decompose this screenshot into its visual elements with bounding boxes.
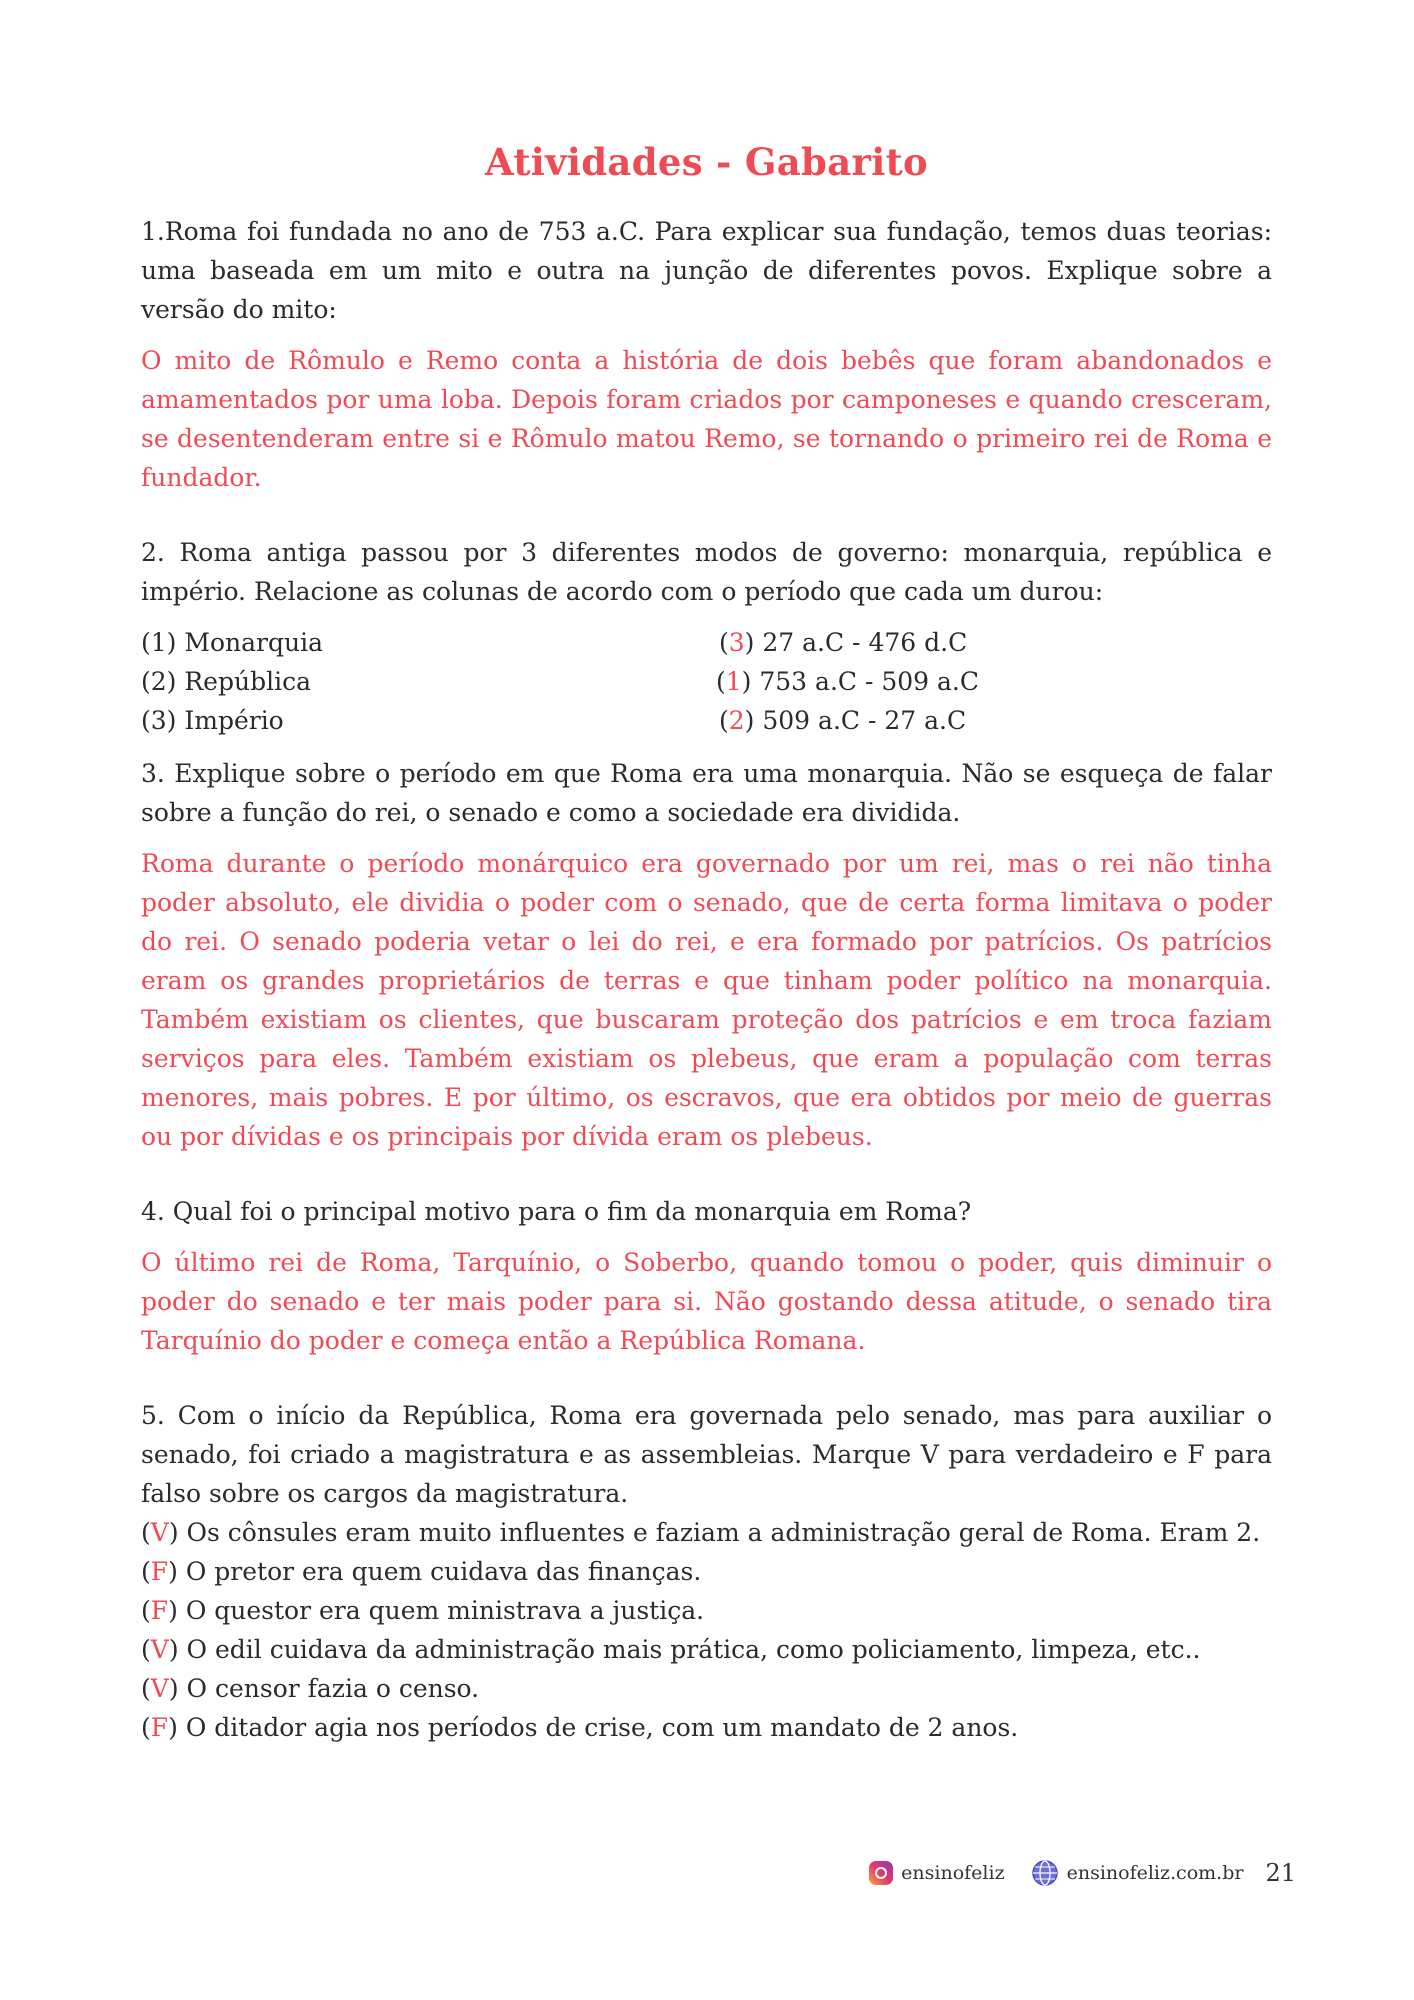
question-5-text: 5. Com o início da República, Roma era governada pelo senado, mas para auxiliar o senado, foi criado a magistratura e as assembleias. Marque V para verdadeiro e F para falso sobre os cargos da magistratura. (141, 1401, 1272, 1508)
answer-3-text: Roma durante o período monárquico era governado por um rei, mas o rei não tinha poder absoluto, ele dividia o poder com o senado, que de certa forma limitava o poder do rei. O senado poderia vetar o lei do rei, e era formado por patrícios. Os patrícios eram os grandes proprietários de terras e que tinham poder político na monarquia. Também existiam os clientes, que buscaram proteção dos patrícios e em troca faziam serviços para eles. Também existiam os plebeus, que eram a população com terras menores, mais pobres. E por último, os escravos, que era obtidos por meio de guerras ou por dívidas e os principais por dívida eram os plebeus. (141, 849, 1272, 1151)
period-label: ) 509 a.C - 27 a.C (744, 706, 967, 735)
matching-answer: 2 (728, 706, 745, 735)
page-title: Atividades - Gabarito (484, 140, 928, 184)
tf-statement: ) O edil cuidava da administração mais prática, como policiamento, limpeza, etc.. (168, 1635, 1201, 1664)
tf-answer: F (150, 1596, 169, 1625)
period-entry: (3) 27 a.C - 476 d.C (719, 628, 968, 657)
page-footer (869, 1853, 1296, 1893)
tf-statement: ) O questor era quem ministrava a justiça. (168, 1596, 705, 1625)
government-label: (2) República (141, 667, 311, 696)
tf-statement: ) O censor fazia o censo. (168, 1674, 480, 1703)
tf-answer: V (150, 1674, 169, 1703)
tf-statement: ) Os cônsules eram muito influentes e faziam a administração geral de Roma. Eram 2. (168, 1518, 1261, 1547)
true-false-list (141, 1513, 1272, 1747)
question-3-text: 3. Explique sobre o período em que Roma era uma monarquia. Não se esqueça de falar sobre a função do rei, o senado e como a sociedade era dividida. (141, 759, 1272, 827)
period-entry: (2) 509 a.C - 27 a.C (719, 706, 967, 735)
true-false-item: (F) O ditador agia nos períodos de crise, com um mandato de 2 anos. (141, 1713, 1019, 1742)
period-label: ) 753 a.C - 509 a.C (741, 667, 980, 696)
question-1-text: 1.Roma foi fundada no ano de 753 a.C. Para explicar sua fundação, temos duas teorias: uma baseada em um mito e outra na junção de diferentes povos. Explique sobre a versão do mito: (141, 217, 1272, 324)
answer-4-text: O último rei de Roma, Tarquínio, o Soberbo, quando tomou o poder, quis diminuir o poder do senado e ter mais poder para si. Não gostando dessa atitude, o senado tira Tarquínio do poder e começa então a República Romana. (141, 1248, 1272, 1355)
true-false-item: (V) O edil cuidava da administração mais prática, como policiamento, limpeza, etc.. (141, 1635, 1201, 1664)
question-4 (141, 1192, 1272, 1360)
government-label: (1) Monarquia (141, 628, 323, 657)
true-false-item: (V) Os cônsules eram muito influentes e faziam a administração geral de Roma. Eram 2. (141, 1518, 1261, 1547)
page-number: 21 (1265, 1859, 1296, 1887)
matching-row (141, 701, 1272, 740)
matching-columns (141, 623, 1272, 740)
matching-answer: 1 (725, 667, 742, 696)
tf-answer: F (150, 1557, 169, 1586)
website-link[interactable]: ensinofeliz.com.br (1066, 1862, 1244, 1884)
tf-statement: ) O ditador agia nos períodos de crise, com um mandato de 2 anos. (168, 1713, 1019, 1742)
government-label: (3) Império (141, 706, 284, 735)
question-1 (141, 212, 1272, 497)
true-false-item: (F) O questor era quem ministrava a justiça. (141, 1596, 705, 1625)
worksheet-page (141, 130, 1272, 1761)
period-label: ) 27 a.C - 476 d.C (744, 628, 968, 657)
instagram-handle[interactable]: ensinofeliz (901, 1862, 1005, 1884)
question-5 (141, 1396, 1272, 1747)
tf-statement: ) O pretor era quem cuidava das finanças. (168, 1557, 702, 1586)
answer-1-text: O mito de Rômulo e Remo conta a história de dois bebês que foram abandonados e amamentados por uma loba. Depois foram criados por camponeses e quando cresceram, se desentenderam entre si e Rômulo matou Remo, se tornando o primeiro rei de Roma e fundador. (141, 346, 1272, 492)
question-2-text: 2. Roma antiga passou por 3 diferentes modos de governo: monarquia, república e império. Relacione as colunas de acordo com o período que cada um durou: (141, 538, 1272, 606)
globe-icon (1031, 1859, 1059, 1887)
question-4-text: 4. Qual foi o principal motivo para o fim da monarquia em Roma? (141, 1197, 972, 1226)
tf-answer: V (150, 1635, 169, 1664)
question-3 (141, 754, 1272, 1156)
instagram-icon (869, 1861, 893, 1885)
matching-answer: 3 (728, 628, 745, 657)
matching-row (141, 623, 1272, 662)
tf-answer: F (150, 1713, 169, 1742)
true-false-item: (F) O pretor era quem cuidava das finanças. (141, 1557, 702, 1586)
period-entry: (1) 753 a.C - 509 a.C (716, 667, 980, 696)
question-2 (141, 533, 1272, 740)
true-false-item: (V) O censor fazia o censo. (141, 1674, 480, 1703)
matching-row (141, 662, 1272, 701)
tf-answer: V (150, 1518, 169, 1547)
